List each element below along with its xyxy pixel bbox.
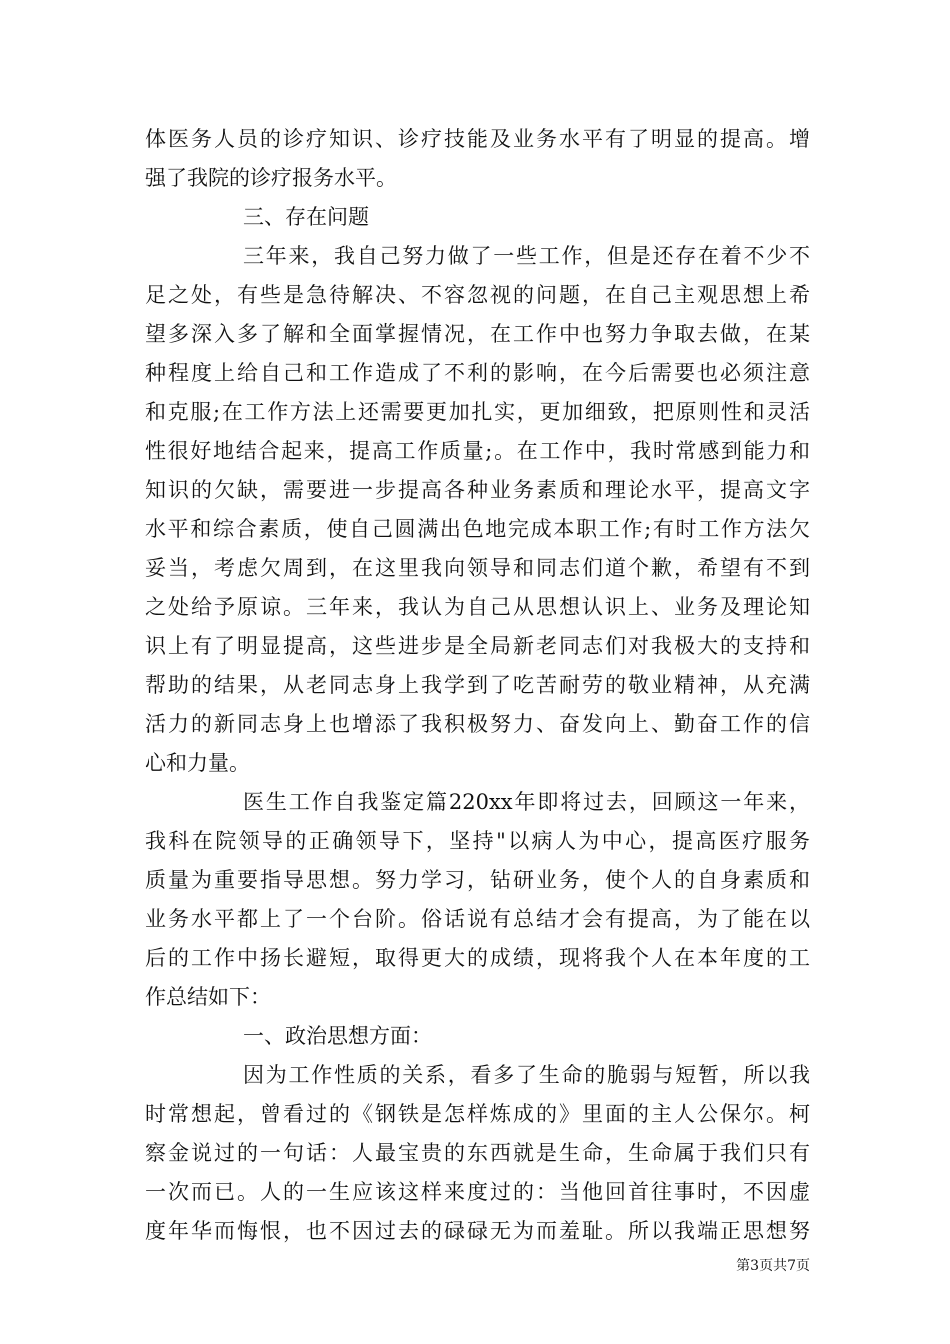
text-line: 时常想起，曾看过的《钢铁是怎样炼成的》里面的主人公保尔。柯	[145, 1102, 810, 1126]
text-line: 察金说过的一句话：人最宝贵的东西就是生命，生命属于我们只有	[145, 1141, 810, 1165]
section-heading: 三、存在问题	[243, 205, 369, 229]
text-line: 我科在院领导的正确领导下，坚持"以病人为中心，提高医疗服务	[145, 829, 810, 853]
text-line: 因为工作性质的关系，看多了生命的脆弱与短暂，所以我	[243, 1063, 810, 1087]
text-line: 性很好地结合起来，提高工作质量;。在工作中，我时常感到能力和	[145, 439, 810, 463]
text-line: 识上有了明显提高，这些进步是全局新老同志们对我极大的支持和	[145, 634, 810, 658]
text-line: 强了我院的诊疗报务水平。	[145, 166, 397, 190]
page-number: 第3页共7页	[736, 1258, 810, 1274]
text-line: 作总结如下：	[145, 985, 271, 1009]
text-line: 后的工作中扬长避短，取得更大的成绩，现将我个人在本年度的工	[145, 946, 810, 970]
text-line: 知识的欠缺，需要进一步提高各种业务素质和理论水平，提高文字	[145, 478, 810, 502]
text-line: 三年来，我自己努力做了一些工作，但是还存在着不少不	[243, 244, 810, 268]
text-line: 帮助的结果，从老同志身上我学到了吃苦耐劳的敬业精神，从充满	[145, 673, 810, 697]
text-line: 之处给予原谅。三年来，我认为自己从思想认识上、业务及理论知	[145, 595, 810, 619]
text-line: 体医务人员的诊疗知识、诊疗技能及业务水平有了明显的提高。增	[145, 127, 810, 151]
text-line: 活力的新同志身上也增添了我积极努力、奋发向上、勤奋工作的信	[145, 712, 810, 736]
text-line: 心和力量。	[145, 751, 250, 775]
text-line: 业务水平都上了一个台阶。俗话说有总结才会有提高，为了能在以	[145, 907, 810, 931]
text-line: 种程度上给自己和工作造成了不利的影响，在今后需要也必须注意	[145, 361, 810, 385]
text-line: 和克服;在工作方法上还需要更加扎实，更加细致，把原则性和灵活	[145, 400, 810, 424]
text-line: 度年华而悔恨，也不因过去的碌碌无为而羞耻。所以我端正思想努	[145, 1219, 810, 1243]
text-line: 水平和综合素质，使自己圆满出色地完成本职工作;有时工作方法欠	[145, 517, 810, 541]
text-line: 医生工作自我鉴定篇220xx年即将过去，回顾这一年来，	[243, 790, 810, 814]
text-line: 望多深入多了解和全面掌握情况，在工作中也努力争取去做，在某	[145, 322, 810, 346]
section-heading: 一、政治思想方面：	[243, 1024, 432, 1048]
text-line: 妥当，考虑欠周到，在这里我向领导和同志们道个歉，希望有不到	[145, 556, 810, 580]
text-line: 足之处，有些是急待解决、不容忽视的问题，在自己主观思想上希	[145, 283, 810, 307]
text-line: 质量为重要指导思想。努力学习，钻研业务，使个人的自身素质和	[145, 868, 810, 892]
text-line: 一次而已。人的一生应该这样来度过的：当他回首往事时，不因虚	[145, 1180, 810, 1204]
